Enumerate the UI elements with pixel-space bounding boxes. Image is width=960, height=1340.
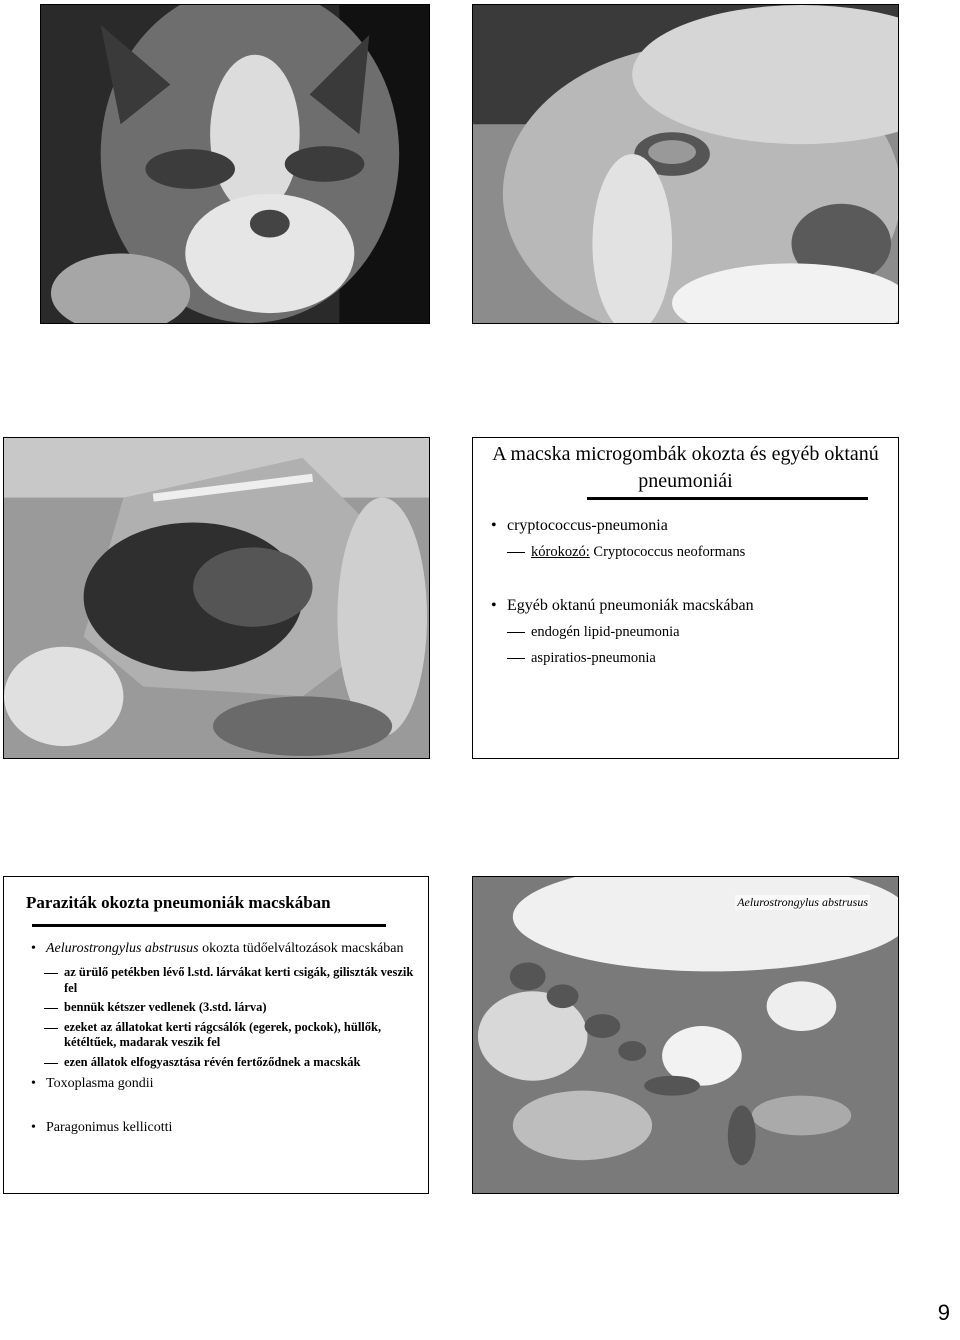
sub-bullet-korokozo bbox=[487, 542, 884, 562]
photo-cat-eye bbox=[472, 4, 899, 324]
species-name: Aelurostrongylus abstrusus bbox=[46, 941, 199, 956]
sub-bullet-petek: az ürülő petékben lévő l.std. lárvákat kerti csigák, giliszták veszik fel bbox=[16, 965, 416, 996]
photo-lung-dissection bbox=[3, 437, 430, 759]
bullet-text: okozta tüdőelváltozások macskában bbox=[198, 941, 404, 956]
photo-cat-face bbox=[40, 4, 430, 324]
title-divider bbox=[587, 497, 868, 500]
lung-dissection-image bbox=[4, 438, 429, 758]
bullet-egyeb-pneumonia: • Egyéb oktanú pneumoniák macskában bbox=[487, 596, 884, 616]
cat-eye-image bbox=[473, 5, 898, 323]
slide-parazita-pneumonia bbox=[3, 876, 429, 1194]
bullet-paragonimus: • Paragonimus kellicotti bbox=[16, 1120, 416, 1136]
sub-bullet-vedles: bennük kétszer vedlenek (3.std. lárva) bbox=[16, 1000, 416, 1016]
bullet-cryptococcus: • cryptococcus-pneumonia bbox=[487, 516, 884, 536]
bullet-aelurostrongylus bbox=[16, 941, 416, 957]
sub-bullet-aspiratio: aspiratios-pneumonia bbox=[487, 648, 884, 668]
korokozo-label: kórokozó: bbox=[531, 544, 590, 560]
slide-title: Paraziták okozta pneumoniák macskában bbox=[26, 893, 331, 912]
korokozo-value: Cryptococcus neoformans bbox=[589, 544, 746, 560]
cat-face-image bbox=[41, 5, 429, 323]
sub-bullet-lipid: endogén lipid-pneumonia bbox=[487, 622, 884, 642]
slide-microgomba-pneumonia bbox=[472, 437, 899, 759]
title-divider bbox=[32, 924, 386, 927]
sub-bullet-ragcsalok: ezeket az állatokat kerti rágcsálók (egerek, pockok), hüllők, kétéltűek, madarak veszik fel bbox=[16, 1020, 416, 1051]
bullet-toxoplasma: • Toxoplasma gondii bbox=[16, 1076, 416, 1092]
page-number: 9 bbox=[937, 1300, 950, 1325]
photo-histology bbox=[472, 876, 899, 1194]
histology-image bbox=[473, 877, 898, 1193]
slide-title: A macska microgombák okozta és egyéb oktanú pneumoniái bbox=[492, 443, 879, 492]
histology-caption: Aelurostrongylus abstrusus bbox=[737, 895, 868, 909]
sub-bullet-fertozes: ezen állatok elfogyasztása révén fertőződnek a macskák bbox=[16, 1055, 416, 1071]
